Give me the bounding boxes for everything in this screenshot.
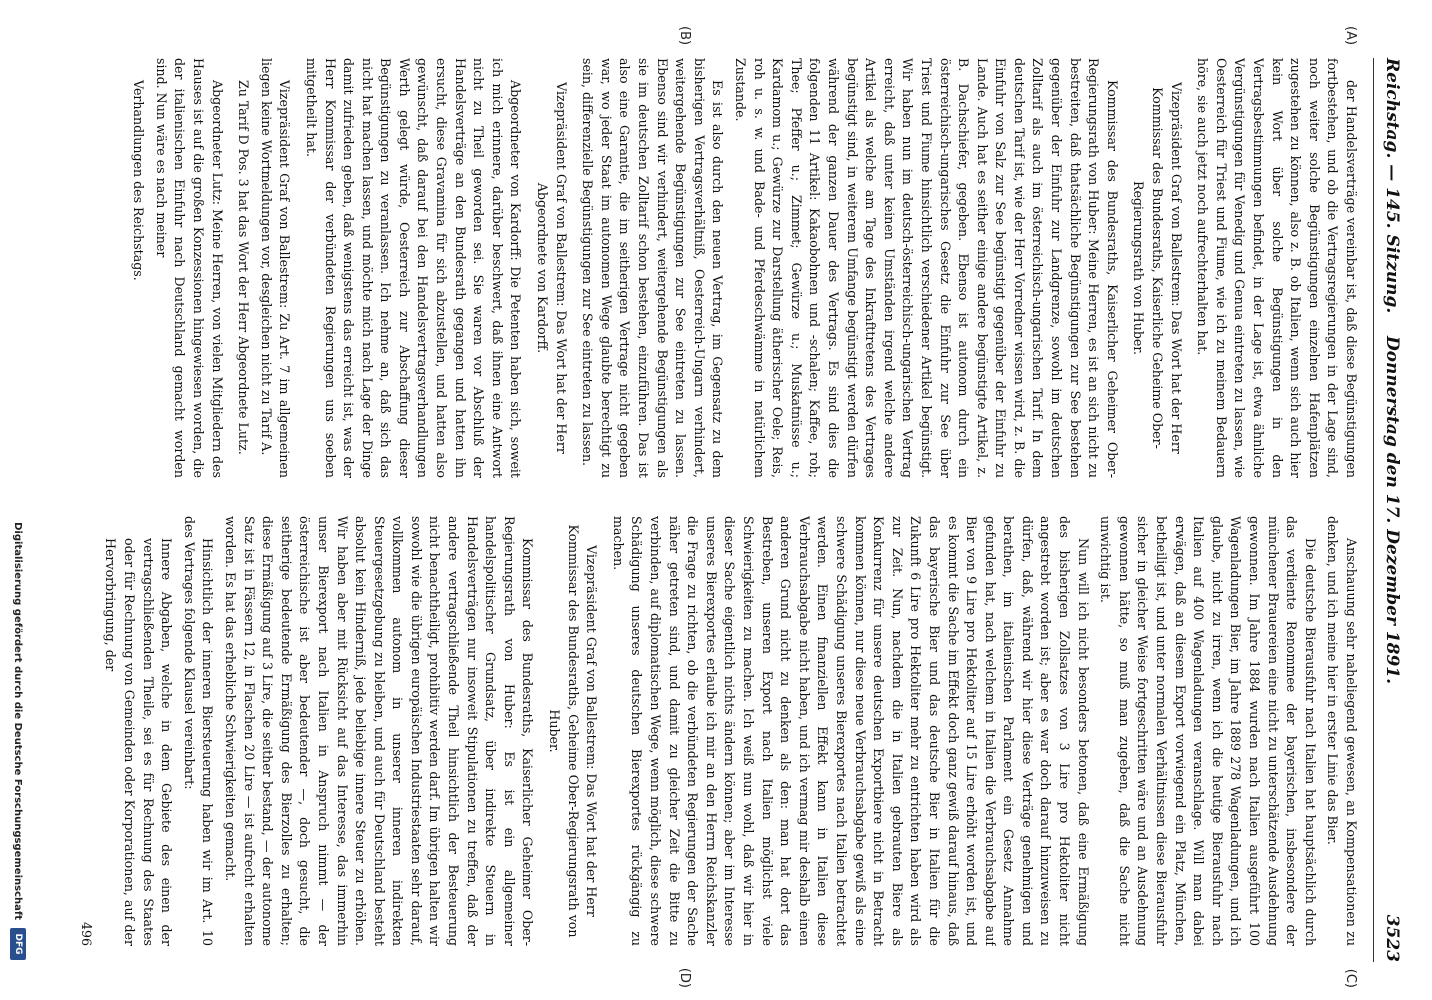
left-paragraph: Vizepräsident Graf von Ballestrem: Zu Art. 7 im allgemeinen liegen keine Wortmeldungen vor, desgleichen nicht zu Tarif A.	[258, 58, 293, 478]
right-paragraph: Die deutsche Bierausfuhr nach Italien hat hauptsächlich durch das verdiente Renommee der bayerischen, insbesondere der münchener Brauereien eine nicht zu unterschätzende Ausdehnung gewonnen. Im Jahre 1884 wurden nach Italien ausgeführt 100 Wagenladungen Bier, im Jahre 1889 278 Wagenladungen, und ich glaube, nicht zu irren, wenn ich die heutige Bierausfuhr nach Italien auf 400 Wagenladungen veranschlage. Will man dabei erwägen, daß an diesem Export vorwiegend ein Platz, München, betheiligt ist, und unter normalen Verhältnissen diese Bierausfuhr sicher in gleicher Weise fortgeschritten wäre und an Ausdehnung gewonnen hätte, so muß man zugeben, daß die Sache nicht unwichtig ist.	[1098, 516, 1318, 946]
left-paragraph: Abgeordneter Lutz: Meine Herren, von vielen Mitgliedern des Hauses ist auf die großen Konzessionen hingewiesen worden, die der italienischen Einfuhr nach Deutschland gemacht worden sind. Nun wäre es nach meiner	[153, 58, 225, 478]
right-paragraph: Vizepräsident Graf von Ballestrem: Das Wort hat der Herr Kommissar des Bundesraths, Geheime Ober-Regierungsrath von Huber.	[547, 524, 600, 938]
margin-letter-a: (A)	[1343, 26, 1358, 46]
right-paragraph: Hinsichtlich der inneren Biersteuerung haben wir im Art. 10 des Vertrages folgende Klausel vereinbart:	[181, 516, 216, 946]
left-paragraph: Vizepräsident Graf von Ballestrem: Das Wort hat der Herr Abgeordnete von Kardorff.	[535, 82, 569, 454]
page-header	[1373, 58, 1408, 962]
right-footer: 496	[78, 921, 94, 946]
digitization-credit	[8, 40, 28, 960]
right-paragraph: Innere Abgaben, welche in dem Gebiete des einen der vertragschließenden Theile, sei es für Rechnung des Staates oder für Rechnung von Gemeinden oder Korporationen, auf der Hervorbringung, der	[103, 538, 175, 946]
page-number: 3523	[1382, 914, 1402, 962]
margin-letter-d: (D)	[677, 967, 692, 988]
left-footer: Verhandlungen des Reichstags.	[131, 80, 147, 281]
margin-letter-b: (B)	[677, 26, 692, 46]
left-paragraph: Abgeordneter von Kardorff: Die Petenten haben sich, soweit ich mich erinnere, darüber beschwert, daß ihnen eine Antwort nicht zu Theil geworden sei. Sie waren vor Abschluß der Handelsverträge an den Bundesrath gegangen und hatten ihn ersucht, diese Gravamina für sich abzustellen, und hatten also gewünscht, daß darauf bei den Handelsvertragsverhandlungen Werth gelegt würde, Oesterreich zur Abschaffung dieser Begünstigungen zu veranlassen. Ich nehme an, daß sich das nicht hat machen lassen, und möchte mich nach Lage der Dinge damit zufrieden geben, daß wenigstens das erreicht ist, was der Herr Kommissar der verbündeten Regierungen uns soeben mitgetheilt hat.	[303, 58, 524, 478]
left-paragraph: Kommissar des Bundesraths, Kaiserlicher Geheimer Ober-Regierungsrath von Huber: Meine Herren, es ist an sich nicht zu bestreiten, daß thatsächliche Begünstigungen zur See bestehen gegenüber der Einfuhr zur Landgrenze, sowohl im deutschen Zolltarif als auch im österreichisch-ungarischen Tarif. In dem deutschen Tarif ist, wie der Herr Vorredner wissen wird, z. B. die Einfuhr von Salz zur See begünstigt gegenüber der Einfuhr zu Lande. Auch hat es seither einige andere begünstigte Artikel, z. B. Dachschiefer, gegeben. Ebenso ist autonom durch ein österreichisch-ungarisches Gesetz die Einfuhr zur See über Triest und Fiume hinsichtlich verschiedener Artikel begünstigt. Wir haben nun im deutsch-österreichisch-ungarischen Vertrag erreicht, daß unter keinen Umständen irgend welche andere Artikel als welche am Tage des Inkrafttretens des Vertrages begünstigt sind, in weiterem Umfange begünstigt werden dürfen während der ganzen Dauer des Vertrags. Es sind dies die folgenden 11 Artikel: Kakaobohnen und -schalen; Kaffee, roh; Thee; Pfeffer u.; Zimmet; Gewürze u.; Muskatnüsse u.; Kardamom u.; Gewürze zur Darstellung ätherischer Oele; Reis, roh u. s. w. und Bade- und Pferdeschwämme in natürlichem Zustande.	[733, 58, 1120, 478]
right-paragraph: Nun will ich nicht besonders betonen, daß eine Ermäßigung des bisherigen Zollsatzes von 3 Lire pro Hektoliter nicht angestrebt worden ist; aber es war doch darauf hinzuweisen zu dürfen, daß, während wir hier diese Verträge genehmigen und berathen, im italienischen Parlament ein Gesetz Annahme gefunden hat, nach welchem in Italien die Verbrauchsabgabe auf Bier von 9 Lire pro Hektoliter auf 15 Lire erhöht worden ist, und es kommt die Sache im Effekt doch ganz gewiß darauf hinaus, daß das bayerische Bier und das deutsche Bier in Italien für die Zukunft 6 Lire pro Hektoliter mehr zu entrichten haben wird als zur Zeit. Nun, nachdem die in Italien gebrauten Biere als Konkurrenz für unsere deutschen Exportbiere nicht in Betracht kommen können, nur diese neue Verbrauchsabgabe gewiß als eine schwere Schädigung unseres Bierexportes nach Italien betrachtet werden. Einen finanziellen Effekt kann in Italien diese Verbrauchsabgabe nicht haben, und ich vermag mir deshalb einen anderen Grund nicht zu denken als den: man hat dort das Bestreben, unseren Export nach Italien möglichst viele Schwierigkeiten zu machen. Ich weiß nun wohl, daß wir hier in dieser Sache eigentlich nichts ändern können; aber im Interesse unseres Bierexportes erlaube ich mir an den Herrn Reichskanzler die Frage zu richten, ob die verbündeten Regierungen der Sache näher getreten sind, und damit zu gleicher Zeit die Bitte zu verbinden, auf diplomatischen Wege, wenn möglich, diese schwere Schädigung unseres deutschen Bierexportes rückgängig zu machen.	[610, 516, 1091, 946]
right-column	[60, 516, 1360, 946]
header-date: Donnerstag den 17. Dezember 1891.	[1382, 335, 1402, 685]
left-paragraph: Zu Tarif D Pos. 3 hat das Wort der Herr Abgeordnete Lutz.	[236, 80, 252, 455]
left-paragraph: Es ist also durch den neuen Vertrag, im Gegensatz zu dem bisherigen Vertragsverhältniß, Oesterreich-Ungarn verhindert, weitergehende Begünstigungen zur See eintreten zu lassen. Ebenso sind wir verhindert, weitergehende Begünstigungen als sie im deutschen Zolltarif schon bestehen, einzuführen. Das ist also eine Garantie, die im seitherigen Vertrage nicht gegeben war, wo jeder Staat im autonomen Wege glaubte berechtigt zu sein, differenzielle Begünstigungen zur See eintreten zu lassen.	[580, 58, 726, 478]
left-paragraph: der Handelsverträge vereinbar ist, daß diese Begünstigungen fortbestehen, und ob die Vertragsregierungen in der Lage sind, noch weiter solche Begünstigungen einzelnen Hafenplätzen zugestehen zu können, also z. B. ob Italien, wenn sich auch hier kein Wort über solche Begünstigungen in den Vertragsbestimmungen befindet, in der Lage ist, etwa ähnliche Vergünstigungen für Venedig und Genua eintreten zu lassen, wie Oesterreich für Triest und Fiume, wie ich zu meinem Bedauern höre, sie auch jetzt noch aufrechterhalten hat.	[1195, 58, 1359, 478]
right-paragraph: Anschauung sehr naheliegend gewesen, an Kompensationen zu denken, und ich meine hier in erster Linie das Bier.	[1325, 516, 1359, 946]
margin-letter-c: (C)	[1343, 968, 1358, 988]
left-column	[60, 58, 1360, 478]
header-left: Reichstag. — 145. Sitzung.	[1382, 58, 1402, 314]
dfg-logo: DFG	[10, 928, 26, 960]
credit-text: Digitalisierung gefördert durch die Deutsche Forschungsgemeinschaft	[12, 522, 24, 920]
right-paragraph: Kommissar des Bundesraths, Kaiserlicher Geheimer Ober-Regierungsrath von Huber: Es ist ein allgemeiner handelspolitischer Grundsatz, über indirekte Steuern in Handelsverträgen nur insoweit Stipulationen zu treffen, daß der andere vertragschließende Theil hinsichtlich der Besteuerung nicht benachtheiligt, prohibitiv werden darf. Im übrigen halten wir sowohl wie die übrigen europäischen Industriestaaten sehr darauf, vollkommen autonom in unserer inneren indirekten Steuergesetzgebung zu bleiben, und auch für Deutschland besteht absolut kein Hinderniß, jede beliebige innere Steuer zu erhöhen. Wir haben aber mit Rücksicht auf das Interesse, das immerhin unser Bierexport nach Italien in Anspruch nimmt — der österreichische ist aber bedeutender —, doch gesucht, die seitherige bedeutende Ermäßigung des Bierzolles zu erhalten; diese Ermäßigung auf 3 Lire, die seither bestand, — der autonome Satz ist in Fässern 12, in Flaschen 20 Lire — ist aufrecht erhalten worden. Es hat das erhebliche Schwierigkeiten gemacht.	[222, 516, 536, 946]
left-paragraph: Vizepräsident Graf von Ballestrem: Das Wort hat der Herr Kommissar des Bundesraths, Kaiserliche Geheime Ober-Regierungsrath von Huber.	[1131, 82, 1184, 454]
